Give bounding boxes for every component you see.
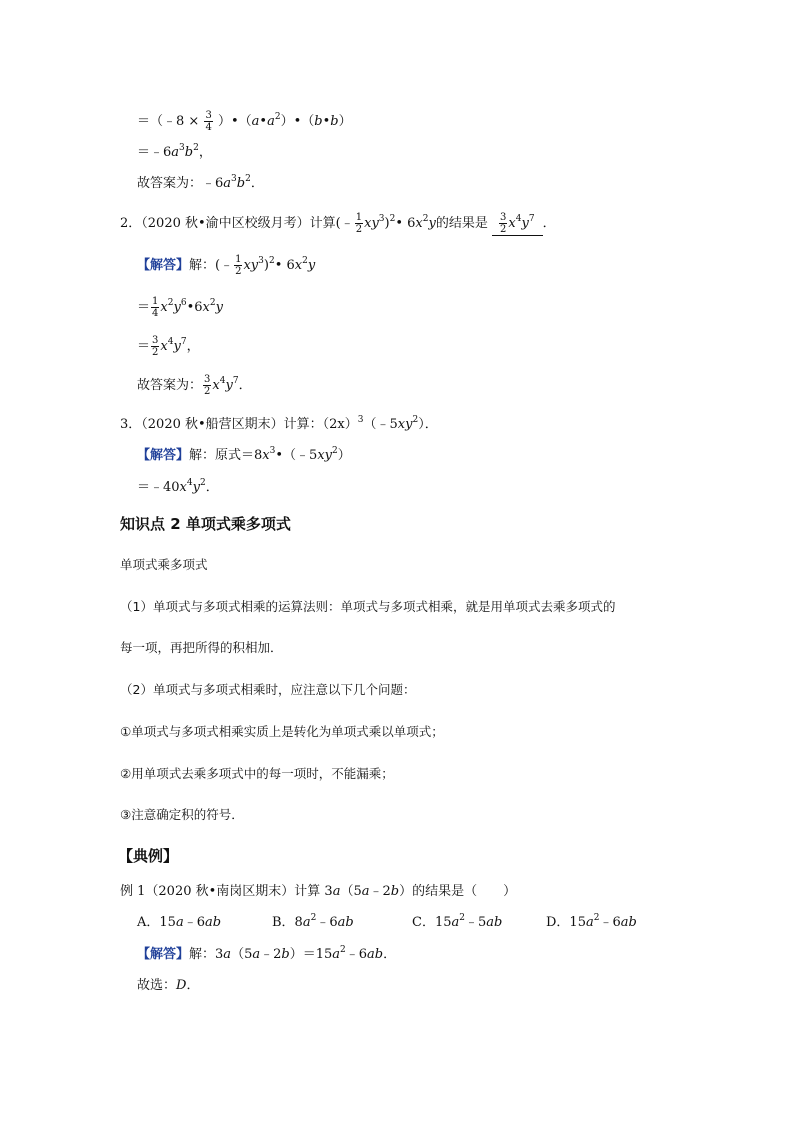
- exponent: 3: [258, 256, 264, 266]
- exponent: 2: [412, 415, 419, 425]
- var: a: [332, 884, 341, 899]
- solution-tag: 【解答】: [137, 448, 190, 463]
- var: b: [390, 884, 400, 899]
- var: x: [294, 258, 303, 273]
- question-text: 2．（2020 秋•渝中区校级月考）计算(﹣: [120, 216, 354, 231]
- section-subtitle: 单项式乘多项式: [120, 557, 208, 572]
- text: ，: [198, 145, 212, 160]
- exponent: 2: [274, 112, 281, 122]
- var: a: [585, 915, 594, 930]
- var: a: [171, 145, 180, 160]
- text: ．: [250, 176, 264, 191]
- text: B．8: [272, 915, 303, 930]
- exponent: 2: [302, 256, 308, 266]
- text: ﹣6: [599, 915, 621, 930]
- fraction: [151, 296, 159, 319]
- var: y: [215, 300, 223, 315]
- exponent: 2: [422, 214, 429, 224]
- var: y: [428, 216, 436, 231]
- text: ﹣5: [465, 915, 487, 930]
- text: ．: [186, 978, 200, 993]
- paragraph: ①单项式与多项式相乘实质上是转化为单项式乘以单项式；: [120, 724, 444, 739]
- var: y: [307, 258, 316, 273]
- example-solution: [137, 947, 396, 963]
- text: 解：原式＝8: [189, 448, 263, 463]
- text: ﹣2: [260, 947, 282, 962]
- exponent: 7: [232, 376, 239, 386]
- option-d: [546, 915, 637, 931]
- exponent: 4: [186, 478, 193, 488]
- text: ）: [338, 114, 352, 129]
- paragraph: 每一项，再把所得的积相加．: [120, 640, 283, 655]
- text: ）•（: [280, 114, 315, 129]
- text: ): [263, 258, 269, 273]
- exponent: 7: [180, 337, 187, 347]
- var: a: [361, 884, 370, 899]
- solution-2-line-1: [137, 254, 315, 277]
- denominator: 4: [205, 122, 212, 133]
- fraction: [499, 212, 507, 235]
- text: •: [259, 114, 268, 129]
- text: ﹣6: [345, 947, 368, 962]
- var: x: [212, 378, 220, 393]
- solution-3-line-2: [137, 480, 219, 496]
- denominator: 2: [204, 386, 211, 397]
- var: x: [262, 448, 270, 463]
- exponent: 7: [528, 214, 535, 224]
- solution-tag: 【解答】: [137, 258, 190, 273]
- text: ）．: [418, 417, 438, 432]
- var: y: [324, 448, 333, 463]
- exponent: 2: [340, 945, 346, 955]
- var: b: [330, 114, 339, 129]
- solution-3-line-1: [137, 448, 351, 464]
- exponent: 2: [193, 143, 199, 153]
- text: 故答案为：: [137, 378, 203, 393]
- text: ）•（: [217, 114, 252, 129]
- text: ﹣6: [316, 915, 338, 930]
- text: D．15: [546, 915, 586, 930]
- option-c: [412, 915, 502, 931]
- solution-2-line-3: [137, 335, 200, 358]
- fraction: [203, 374, 211, 397]
- text: ．: [383, 947, 397, 962]
- text: ．: [542, 216, 556, 231]
- solution-step-line: [137, 145, 212, 161]
- example-heading: 【典例】: [118, 847, 179, 865]
- answer-value: D: [176, 978, 187, 993]
- exponent: 2: [245, 174, 251, 184]
- paragraph: （1）单项式与多项式相乘的运算法则：单项式与多项式相乘，就是用单项式去乘多项式的: [120, 599, 616, 614]
- text: C．15: [412, 915, 452, 930]
- numerator: 1: [355, 212, 363, 223]
- var: x: [179, 480, 187, 495]
- exponent: 2: [167, 298, 174, 308]
- var: y: [225, 378, 233, 393]
- text: 故答案为：﹣6: [137, 176, 224, 191]
- section-heading: 知识点 2 单项式乘多项式: [120, 515, 291, 533]
- var: x: [202, 300, 210, 315]
- text: 故选：: [137, 978, 177, 993]
- exponent: 4: [219, 376, 226, 386]
- exponent: 2: [593, 913, 600, 923]
- numerator: 3: [204, 374, 211, 385]
- text: ): [384, 216, 390, 231]
- var: b: [314, 114, 323, 129]
- numerator: 1: [235, 254, 242, 265]
- var: a: [223, 947, 232, 962]
- var: xy: [364, 216, 379, 231]
- var: a: [302, 915, 311, 930]
- exponent: 2: [310, 913, 317, 923]
- paragraph: ②用单项式去乘多项式中的每一项时，不能漏乘；: [120, 766, 394, 781]
- var: b: [184, 145, 194, 160]
- solution-2-line-2: [137, 296, 223, 319]
- denominator: 2: [355, 224, 363, 235]
- denominator: 2: [500, 224, 507, 235]
- denominator: 4: [152, 308, 159, 319]
- text: 解：3: [189, 947, 224, 962]
- var: y: [521, 216, 529, 231]
- text: ＝: [137, 300, 151, 315]
- var: a: [451, 915, 460, 930]
- var: a: [223, 176, 232, 191]
- answer-blank: [492, 212, 543, 236]
- text: 的结果是: [435, 216, 488, 231]
- fraction: [355, 212, 363, 235]
- solution-tag: 【解答】: [137, 947, 190, 962]
- exponent: 2: [268, 256, 275, 266]
- var: x: [415, 216, 423, 231]
- solution-step-line: [137, 110, 352, 133]
- var: b: [281, 947, 290, 962]
- var: ab: [337, 915, 354, 930]
- text: •6: [186, 300, 203, 315]
- numerator: 3: [205, 110, 212, 121]
- paragraph: ③注意确定积的符号．: [120, 807, 244, 822]
- exponent: 2: [209, 298, 216, 308]
- example-choice: [137, 978, 199, 994]
- exponent: 6: [180, 298, 187, 308]
- numerator: 3: [500, 212, 507, 223]
- text: ＝（﹣8 ×: [137, 114, 200, 129]
- var: ab: [204, 915, 222, 930]
- paragraph: （2）单项式与多项式相乘时，应注意以下几个问题：: [120, 682, 416, 697]
- numerator: 3: [152, 335, 159, 346]
- text: （5: [340, 884, 362, 899]
- var: ab: [620, 915, 637, 930]
- var: b: [236, 176, 246, 191]
- text: 例 1（2020 秋•南岗区期末）计算 3: [120, 884, 333, 899]
- text: ）＝15: [289, 947, 333, 962]
- text: ＝﹣40: [137, 480, 180, 495]
- answer-line: [137, 176, 264, 192]
- solution-2-answer: [137, 374, 252, 397]
- text: • 6: [274, 258, 295, 273]
- question-2: [120, 212, 556, 236]
- text: ．: [205, 480, 219, 495]
- text: ．: [238, 378, 252, 393]
- var: a: [252, 947, 261, 962]
- exponent: 2: [459, 913, 465, 923]
- question-text: 3．（2020 秋•船营区期末）计算：（2x）: [120, 417, 358, 432]
- text: （5: [231, 947, 253, 962]
- text: ＝﹣6: [137, 145, 172, 160]
- exponent: 4: [515, 214, 522, 224]
- fraction: [204, 110, 212, 133]
- var: xy: [243, 258, 259, 273]
- var: x: [160, 339, 168, 354]
- var: x: [508, 216, 516, 231]
- var: y: [192, 480, 200, 495]
- exponent: 2: [199, 478, 206, 488]
- text: ，: [186, 339, 200, 354]
- option-b: [272, 915, 354, 931]
- var: a: [332, 947, 341, 962]
- var: x: [317, 448, 325, 463]
- exponent: 2: [389, 214, 396, 224]
- var: ab: [367, 947, 384, 962]
- exponent: 3: [269, 446, 276, 456]
- text: ﹣2: [369, 884, 391, 899]
- var: a: [251, 114, 260, 129]
- text: ＝: [137, 339, 151, 354]
- var: x: [160, 300, 168, 315]
- exponent: 3: [378, 214, 385, 224]
- exponent: 2: [332, 446, 338, 456]
- text: A．15: [137, 915, 176, 930]
- option-a: [137, 915, 221, 931]
- var: a: [175, 915, 184, 930]
- numerator: 1: [152, 296, 159, 307]
- var: ab: [486, 915, 503, 930]
- text: （﹣5: [363, 417, 398, 432]
- example-question: [120, 884, 516, 900]
- exponent: 3: [179, 143, 185, 153]
- text: •: [322, 114, 331, 129]
- text: •（﹣5: [275, 448, 318, 463]
- exponent: 3: [231, 174, 237, 184]
- var: y: [173, 300, 181, 315]
- var: x: [397, 417, 406, 432]
- var: a: [267, 114, 275, 129]
- exponent: 3: [357, 415, 364, 425]
- text: ）: [337, 448, 351, 463]
- text: 解：(﹣: [189, 258, 234, 273]
- var: y: [405, 417, 413, 432]
- text: ）的结果是（ ）: [399, 884, 517, 899]
- fraction: [234, 254, 242, 277]
- denominator: 2: [152, 347, 159, 358]
- denominator: 2: [235, 266, 242, 277]
- text: ﹣6: [183, 915, 205, 930]
- text: • 6: [395, 216, 416, 231]
- var: y: [173, 339, 181, 354]
- fraction: [151, 335, 159, 358]
- exponent: 4: [167, 337, 174, 347]
- question-3: [120, 417, 438, 433]
